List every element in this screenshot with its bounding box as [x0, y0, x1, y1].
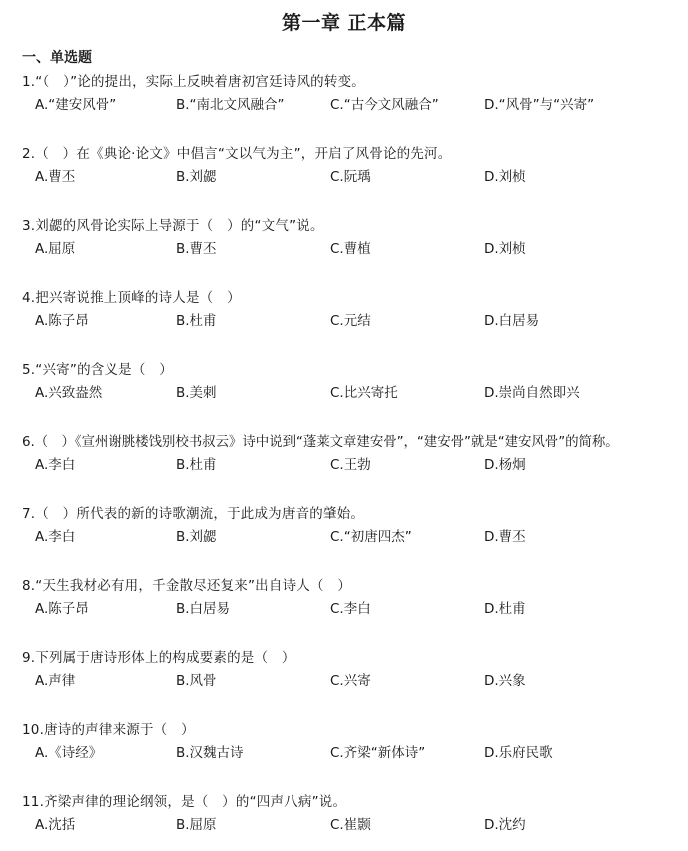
question-2: [22, 144, 686, 188]
option-a: A.陈子昂: [35, 313, 89, 329]
option-row: [22, 310, 686, 332]
option-row: [22, 598, 686, 620]
option-a: A.陈子昂: [35, 601, 89, 617]
option-d: D.“风骨”与“兴寄”: [484, 97, 595, 113]
question-stem: 11.齐梁声律的理论纲领，是（ ）的“四声八病”说。: [22, 794, 347, 810]
question-stem: 2.（ ）在《典论·论文》中倡言“文以气为主”，开启了风骨论的先河。: [22, 146, 452, 162]
option-row: [22, 238, 686, 260]
option-c: C.曹植: [330, 241, 371, 257]
question-stem: 7.（ ）所代表的新的诗歌潮流，于此成为唐音的肇始。: [22, 506, 365, 522]
option-row: [22, 670, 686, 692]
question-stem: 9.下列属于唐诗形体上的构成要素的是（ ）: [22, 650, 296, 666]
question-9: [22, 648, 686, 692]
option-c: C.崔颢: [330, 817, 371, 833]
option-c: C.齐梁“新体诗”: [330, 745, 426, 761]
question-11: [22, 792, 686, 836]
question-1: [22, 72, 686, 116]
option-c: C.王勃: [330, 457, 371, 473]
option-c: C.“初唐四杰”: [330, 529, 412, 545]
option-a: A.《诗经》: [35, 745, 103, 761]
option-c: C.“古今文风融合”: [330, 97, 439, 113]
question-stem: 3.刘勰的风骨论实际上导源于（ ）的“文气”说。: [22, 218, 324, 234]
question-4: [22, 288, 686, 332]
option-row: [22, 526, 686, 548]
option-b: B.白居易: [176, 601, 231, 617]
option-d: D.白居易: [484, 313, 540, 329]
option-b: B.美刺: [176, 385, 217, 401]
question-5: [22, 360, 686, 404]
option-b: B.曹丕: [176, 241, 217, 257]
question-stem: 8.“天生我材必有用，千金散尽还复来”出自诗人（ ）: [22, 578, 352, 594]
option-d: D.刘桢: [484, 241, 526, 257]
option-d: D.乐府民歌: [484, 745, 553, 761]
option-b: B.“南北文风融合”: [176, 97, 285, 113]
option-a: A.沈括: [35, 817, 76, 833]
question-stem: 1.“（ ）”论的提出，实际上反映着唐初宫廷诗风的转变。: [22, 74, 365, 90]
option-b: B.刘勰: [176, 529, 217, 545]
option-d: D.刘桢: [484, 169, 526, 185]
option-a: A.李白: [35, 457, 76, 473]
question-stem: 6.（ ）《宣州谢朓楼饯别校书叔云》诗中说到“蓬莱文章建安骨”，“建安骨”就是“建安风骨”的简称。: [22, 434, 619, 450]
option-d: D.崇尚自然即兴: [484, 385, 580, 401]
option-a: A.李白: [35, 529, 76, 545]
option-a: A.曹丕: [35, 169, 76, 185]
option-b: B.杜甫: [176, 457, 217, 473]
option-row: [22, 94, 686, 116]
option-d: D.杜甫: [484, 601, 526, 617]
option-b: B.屈原: [176, 817, 217, 833]
option-b: B.风骨: [176, 673, 217, 689]
option-b: B.刘勰: [176, 169, 217, 185]
question-10: [22, 720, 686, 764]
option-a: A.声律: [35, 673, 76, 689]
option-a: A.“建安风骨”: [35, 97, 117, 113]
option-c: C.元结: [330, 313, 371, 329]
option-d: D.沈约: [484, 817, 526, 833]
option-row: [22, 742, 686, 764]
option-c: C.李白: [330, 601, 371, 617]
option-b: B.汉魏古诗: [176, 745, 244, 761]
question-stem: 5.“兴寄”的含义是（ ）: [22, 362, 173, 378]
option-row: [22, 814, 686, 836]
option-b: B.杜甫: [176, 313, 217, 329]
question-stem: 10.唐诗的声律来源于（ ）: [22, 722, 195, 738]
question-3: [22, 216, 686, 260]
page-title: 第一章 正本篇: [281, 12, 407, 34]
option-a: A.屈原: [35, 241, 76, 257]
option-c: C.比兴寄托: [330, 385, 398, 401]
option-row: [22, 166, 686, 188]
option-d: D.曹丕: [484, 529, 526, 545]
option-c: C.阮瑀: [330, 169, 371, 185]
question-6: [22, 432, 686, 476]
option-row: [22, 454, 686, 476]
question-8: [22, 576, 686, 620]
section-heading: 一、单选题: [22, 50, 92, 66]
question-7: [22, 504, 686, 548]
question-stem: 4.把兴寄说推上顶峰的诗人是（ ）: [22, 290, 241, 306]
option-d: D.杨炯: [484, 457, 526, 473]
option-a: A.兴致盎然: [35, 385, 103, 401]
option-d: D.兴象: [484, 673, 526, 689]
option-c: C.兴寄: [330, 673, 371, 689]
option-row: [22, 382, 686, 404]
